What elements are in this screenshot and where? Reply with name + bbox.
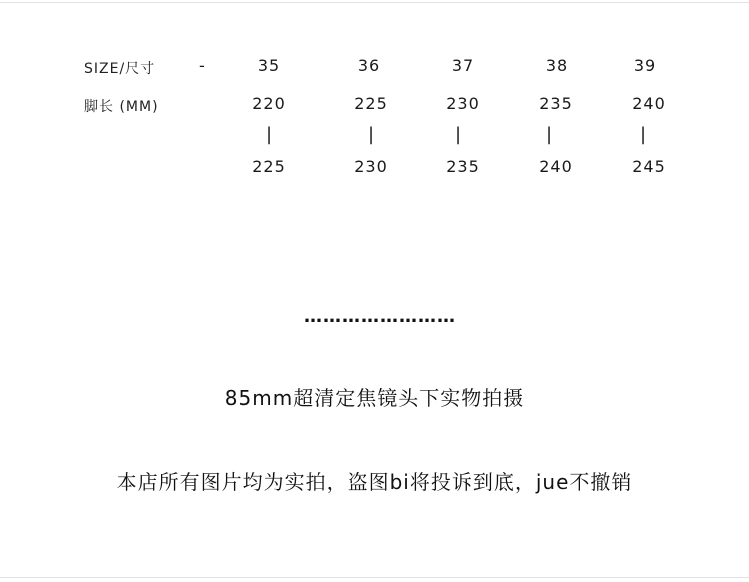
size-value: 37 xyxy=(451,56,475,75)
dotted-divider: …………………… xyxy=(304,306,456,327)
size-dash: - xyxy=(199,56,205,75)
range-mark: | xyxy=(265,124,273,145)
range-mark: | xyxy=(454,124,462,145)
photo-caption-headline: 85mm超清定焦镜头下实物拍摄 xyxy=(224,386,525,410)
foot-length-max: 245 xyxy=(632,157,666,176)
foot-length-min: 225 xyxy=(354,94,388,113)
size-chart xyxy=(0,0,749,200)
foot-length-min: 230 xyxy=(446,94,480,113)
foot-length-max: 230 xyxy=(354,157,388,176)
range-mark: | xyxy=(367,124,375,145)
size-value: 35 xyxy=(257,56,281,75)
size-label: SIZE/尺寸 xyxy=(84,61,156,77)
foot-length-max: 240 xyxy=(539,157,573,176)
range-mark: | xyxy=(545,124,553,145)
foot-length-label: 脚长 (MM) xyxy=(84,99,159,115)
size-value: 39 xyxy=(633,56,657,75)
foot-length-min: 235 xyxy=(539,94,573,113)
foot-length-min: 220 xyxy=(252,94,286,113)
foot-length-min: 240 xyxy=(632,94,666,113)
size-value: 38 xyxy=(545,56,569,75)
size-value: 36 xyxy=(357,56,381,75)
foot-length-max: 235 xyxy=(446,157,480,176)
range-mark: | xyxy=(639,124,647,145)
copyright-notice: 本店所有图片均为实拍，盗图bi将投诉到底，jue不撤销 xyxy=(116,470,633,494)
foot-length-max: 225 xyxy=(252,157,286,176)
bottom-border-line xyxy=(0,577,749,578)
